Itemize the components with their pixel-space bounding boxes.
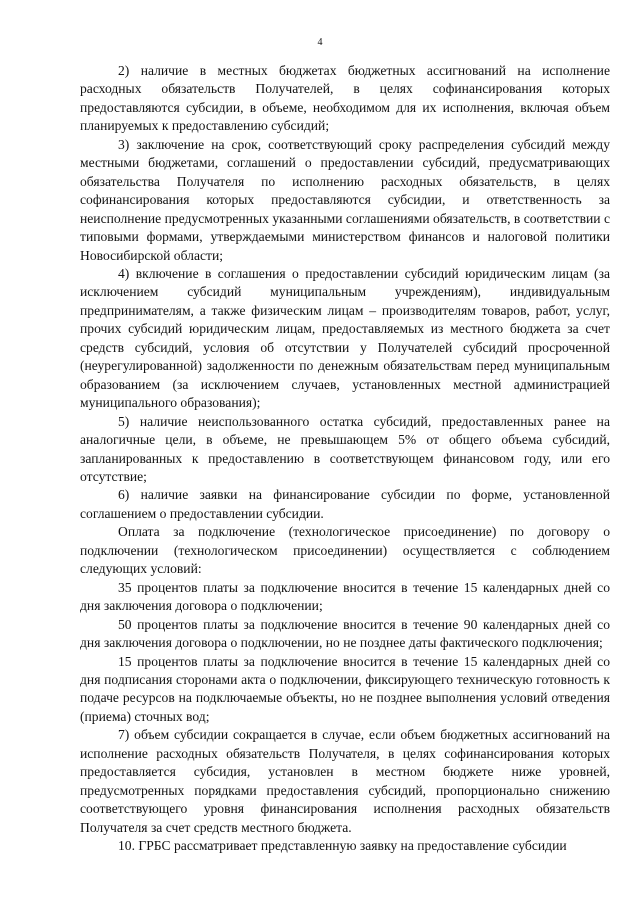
page-number: 4: [317, 37, 323, 48]
paragraph-condition-5: 5) наличие неиспользованного остатка субсидий, предоставленных ранее на аналогичные цели, в объеме, не превышающем 5% от общего объема субсидий, запланированных к предоставлению в соответствующем финансовом году, или его отсутствие;: [80, 413, 610, 484]
paragraph-condition-7: 7) объем субсидии сокращается в случае, если объем бюджетных ассигнований на исполнение расходных обязательств Получателя, в целях софинансирования которых предоставляется субсидия, установлен в местном бюджете ниже уровней, предусмотренных порядками предоставления субсидий, пропорционально снижению соответствующего уровня финансирования исполнения расходных обязательств Получателя за счет средств местного бюджета.: [80, 727, 610, 835]
paragraph-condition-3: 3) заключение на срок, соответствующий сроку распределения субсидий между местными бюджетами, соглашений о предоставлении субсидий, предусматривающих обязательства Получателя по исполнению расходных обязательств, в целях софинансирования которых предоставляются субсидии, и ответственность за неисполнение предусмотренных указанными соглашениями обязательств, в соответствии с типовыми формами, утверждаемыми министерством финансов и налоговой политики Новосибирской области;: [80, 136, 610, 263]
paragraph-payment-50: 50 процентов платы за подключение вносится в течение 90 календарных дней со дня заключения договора о подключении, но не позднее даты фактического подключения;: [80, 616, 610, 651]
paragraph-condition-4: 4) включение в соглашения о предоставлении субсидий юридическим лицам (за исключением субсидий муниципальным учреждениям), индивидуальным предпринимателям, а также физическим лицам – производителям товаров, работ, услуг, прочих субсидий юридическим лицам, предоставляемых из местного бюджета за счет средств субсидий, условия об отсутствии у Получателей субсидий просроченной (неурегулированной) задолженности по денежным обязательствам перед муниципальным образованием (за исключением случаев, установленных местной администрацией муниципального образования);: [80, 265, 610, 411]
paragraph-condition-2: 2) наличие в местных бюджетах бюджетных ассигнований на исполнение расходных обязательств Получателей, в целях софинансирования которых предоставляются субсидии, в объеме, необходимом для их исполнения, включая объем планируемых к предоставлению субсидий;: [80, 63, 610, 134]
document-body: [80, 62, 610, 855]
paragraph-section-10: 10. ГРБС рассматривает представленную заявку на предоставление субсидии: [118, 838, 567, 854]
paragraph-payment-35: 35 процентов платы за подключение вносится в течение 15 календарных дней со дня заключения договора о подключении;: [80, 579, 610, 614]
paragraph-payment-15: 15 процентов платы за подключение вносится в течение 15 календарных дней со дня подписания сторонами акта о подключении, фиксирующего техническую готовность к подаче ресурсов на подключаемые объекты, но не позднее выполнения условий отведения (приема) сточных вод;: [80, 653, 610, 724]
paragraph-condition-6: 6) наличие заявки на финансирование субсидии по форме, установленной соглашением о предоставлении субсидии.: [80, 487, 610, 521]
paragraph-payment-intro: Оплата за подключение (технологическое присоединение) по договору о подключении (технологическом присоединении) осуществляется с соблюдением следующих условий:: [80, 524, 610, 577]
